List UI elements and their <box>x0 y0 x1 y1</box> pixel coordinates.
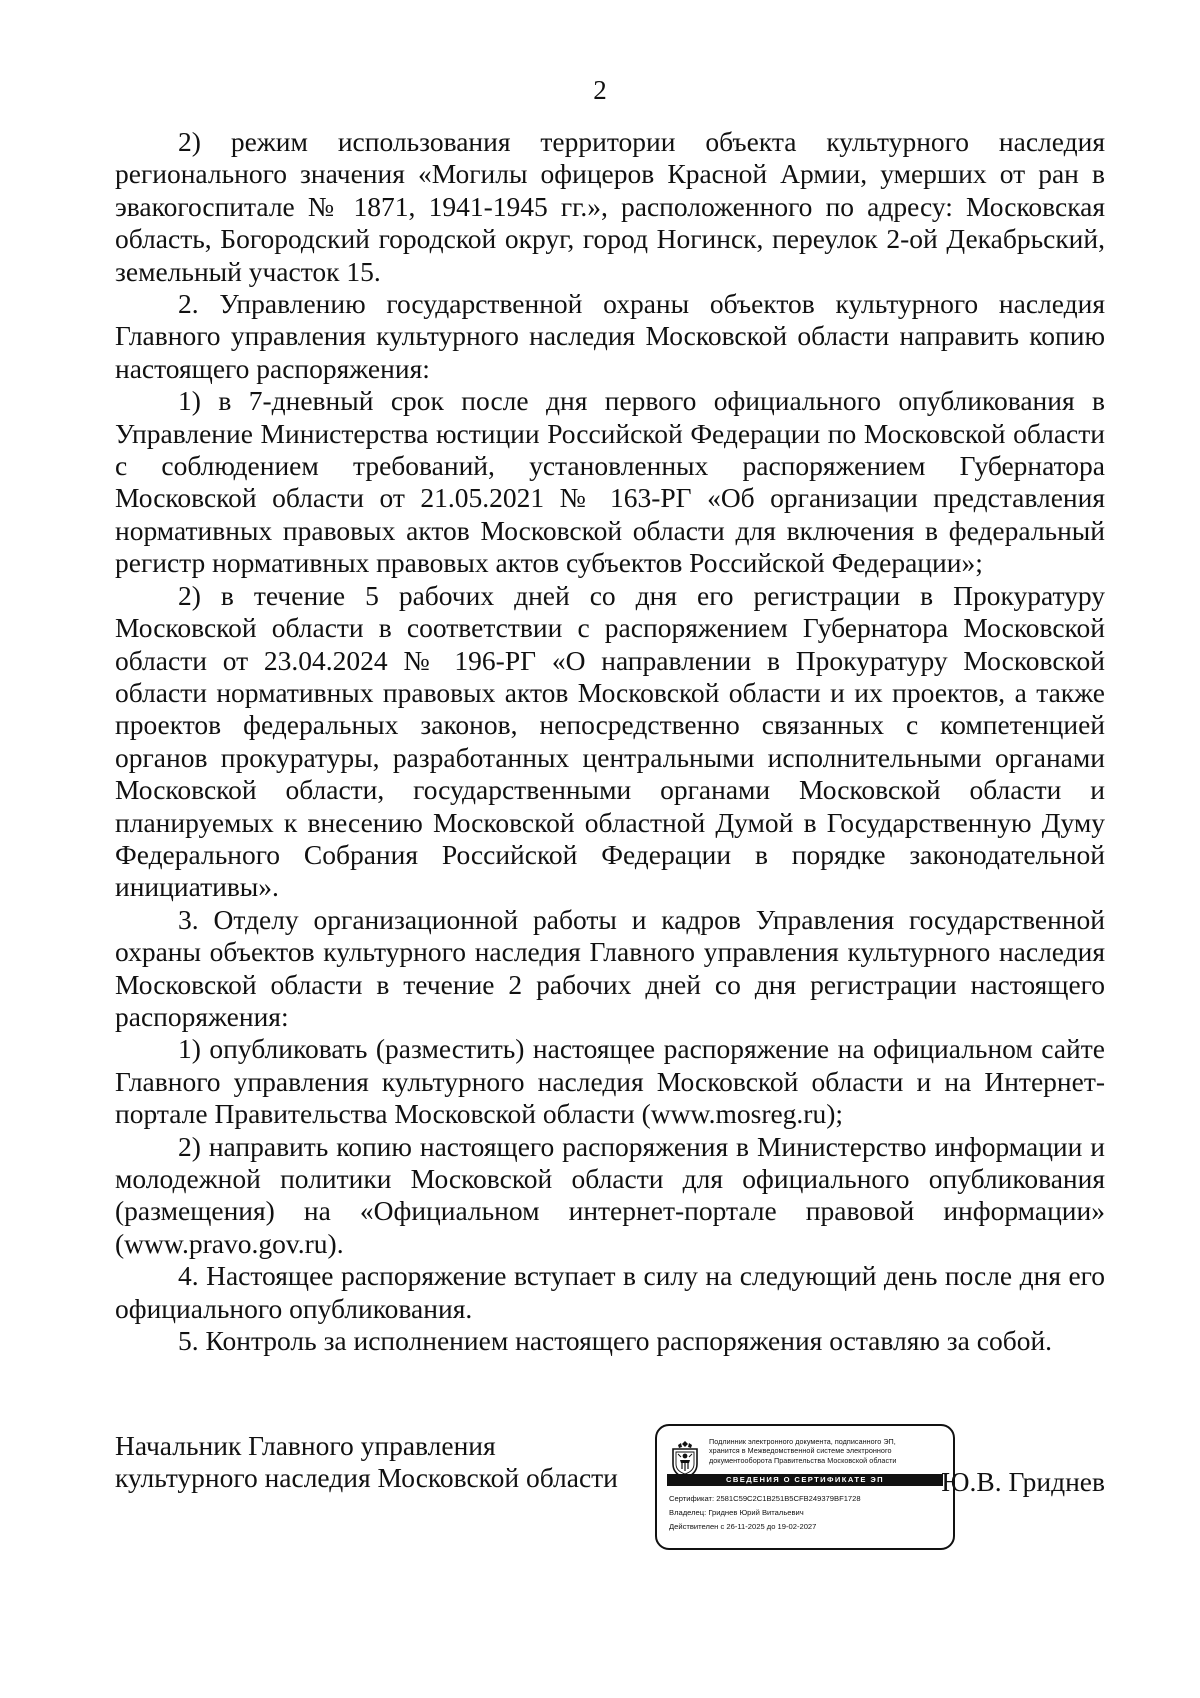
signatory-name: Ю.В. Гриднев <box>941 1466 1105 1497</box>
paragraph-5: 5. Контроль за исполнением настоящего распоряжения оставляю за собой. <box>178 1325 1053 1357</box>
electronic-signature-stamp <box>655 1424 955 1550</box>
signature-block <box>115 1430 1105 1570</box>
paragraph-2: 2. Управлению государственной охраны объектов культурного наследия Главного управления культурного наследия Московской области направить копию настоящего распоряжения: <box>115 288 1105 384</box>
stamp-notice <box>709 1437 947 1465</box>
paragraph-3: 3. Отделу организационной работы и кадров Управления государственной охраны объектов культурного наследия Главного управления культурного наследия Московской области в течение 2 рабочих дней со дня регистрации настоящего распоряжения: <box>115 903 1105 1032</box>
stamp-notice-line-1: Подлинник электронного документа, подписанного ЭП, <box>709 1437 896 1446</box>
page-number: 2 <box>593 75 607 105</box>
stamp-heading: СВЕДЕНИЯ О СЕРТИФИКАТЕ ЭП <box>667 1474 943 1486</box>
paragraph-2-2: 2) в течение 5 рабочих дней со дня его регистрации в Прокуратуру Московской области в соответствии с распоряжением Губернатора Московской области от 23.04.2024 № 196-РГ «О направлении в Прокуратуру Московской области нормативных правовых актов Московской области и их проектов, а также проектов федеральных законов, непосредственно связанных с компетенцией органов прокуратуры, разработанных центральными исполнительными органами Московской области, государственными органами Московской области и планируемых к внесению Московской областной Думой в Государственную Думу Федерального Собрания Российской Федерации в порядке законодательной инициативы». <box>115 579 1105 903</box>
stamp-details <box>669 1492 945 1534</box>
signatory-position <box>115 1430 618 1495</box>
signatory-position-line-2: культурного наследия Московской области <box>115 1462 618 1494</box>
paragraph-1-2-regime: 2) режим использования территории объекта культурного наследия регионального значения «Могилы офицеров Красной Армии, умерших от ран в эвакогоспитале № 1871, 1941-1945 гг.», расположенного по адресу: Московская область, Богородский городской округ, город Ногинск, переулок 2-ой Декабрьский, земельный участок 15. <box>115 126 1105 287</box>
stamp-owner: Владелец: Гриднев Юрий Витальевич <box>669 1508 804 1517</box>
stamp-notice-line-2: хранится в Межведомственной системе электронного <box>709 1446 892 1456</box>
stamp-certificate: Сертификат: 2581C59C2C1B251B5CFB249379BF1728 <box>669 1494 861 1503</box>
paragraph-4: 4. Настоящее распоряжение вступает в силу на следующий день после дня его официального опубликования. <box>115 1260 1105 1324</box>
paragraph-2-1: 1) в 7-дневный срок после дня первого официального опубликования в Управление Министерства юстиции Российской Федерации по Московской области с соблюдением требований, установленных распоряжением Губернатора Московской области от 21.05.2021 № 163-РГ «Об организации представления нормативных правовых актов Московской области для включения в федеральный регистр нормативных правовых актов субъектов Российской Федерации»; <box>115 385 1105 579</box>
stamp-validity: Действителен с 26-11-2025 до 19-02-2027 <box>669 1522 817 1531</box>
stamp-notice-line-3: документооборота Правительства Московской области <box>709 1455 897 1465</box>
paragraph-3-1: 1) опубликовать (разместить) настоящее распоряжение на официальном сайте Главного управления культурного наследия Московской области и на Интернет-портале Правительства Московской области (www.mosreg.ru); <box>115 1033 1105 1130</box>
signatory-position-line-1: Начальник Главного управления <box>115 1430 496 1461</box>
paragraph-3-2: 2) направить копию настоящего распоряжения в Министерство информации и молодежной политики Московской области для официального опубликования (размещения) на «Официальном интернет-портале правовой информации» (www.pravo.gov.ru). <box>115 1130 1105 1259</box>
document-body <box>115 126 1105 1357</box>
